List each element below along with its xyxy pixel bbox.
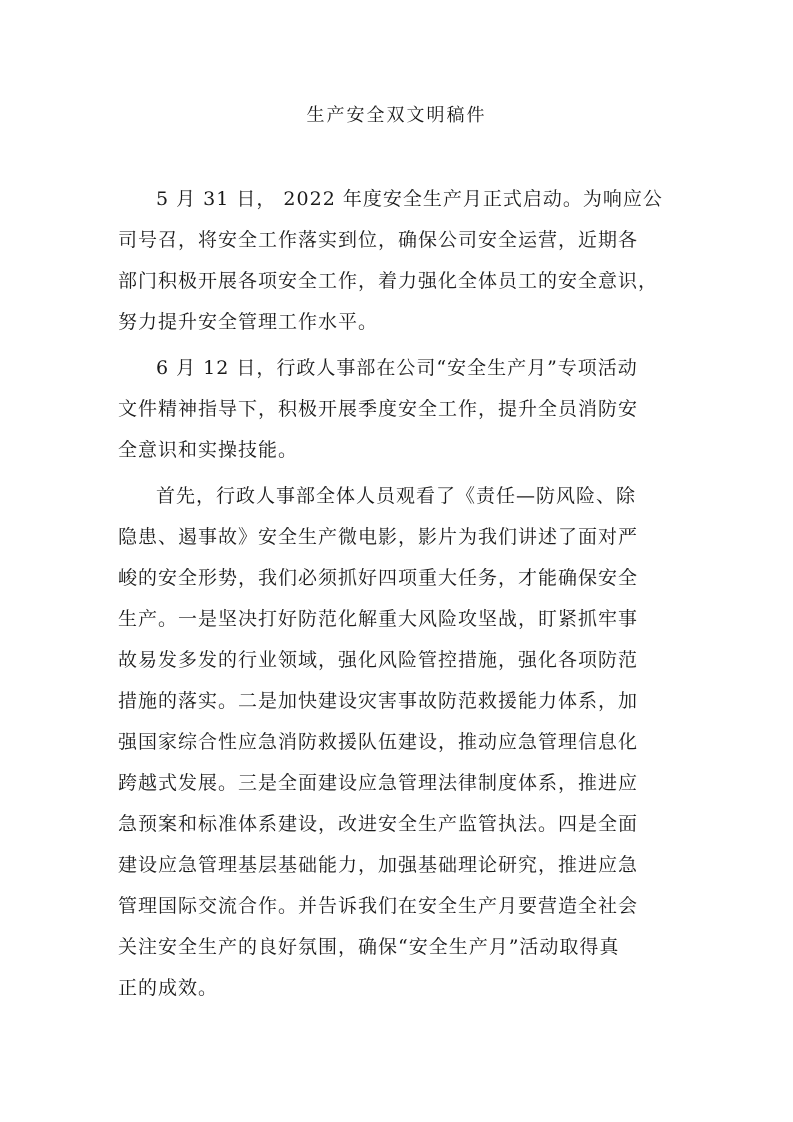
paragraph-3-line-5: 故易发多发的行业领域，强化风险管控措施，强化各项防范 <box>118 649 639 671</box>
paragraph-2-line-1: 6 月 12 日，行政人事部在公司“安全生产月”专项活动 <box>156 357 638 379</box>
paragraph-3-line-10: 建设应急管理基层基础能力，加强基础理论研究，推进应急 <box>118 854 639 876</box>
paragraph-3-line-2: 隐患、遏事故》安全生产微电影，影片为我们讲述了面对严 <box>118 526 639 548</box>
paragraph-3-line-6: 措施的落实。二是加快建设灾害事故防范救援能力体系，加 <box>118 690 639 712</box>
paragraph-1-line-4: 努力提升安全管理工作水平。 <box>118 311 379 333</box>
paragraph-2-line-3: 全意识和实操技能。 <box>118 439 299 461</box>
paragraph-3-line-3: 峻的安全形势，我们必须抓好四项重大任务，才能确保安全 <box>118 567 639 589</box>
paragraph-3-line-12: 关注安全生产的良好氛围，确保“安全生产月”活动取得真 <box>118 936 620 958</box>
paragraph-1-line-3: 部门积极开展各项安全工作，着力强化全体员工的安全意识， <box>118 270 659 292</box>
paragraph-3-line-9: 急预案和标准体系建设，改进安全生产监管执法。四是全面 <box>118 813 639 835</box>
paragraph-3-line-7: 强国家综合性应急消防救援队伍建设，推动应急管理信息化 <box>118 731 639 753</box>
paragraph-3-line-1: 首先，行政人事部全体人员观看了《责任—防风险、除 <box>156 485 637 507</box>
paragraph-3-line-8: 跨越式发展。三是全面建设应急管理法律制度体系，推进应 <box>118 772 639 794</box>
paragraph-2-line-2: 文件精神指导下，积极开展季度安全工作，提升全员消防安 <box>118 398 639 420</box>
paragraph-3-line-4: 生产。一是坚决打好防范化解重大风险攻坚战，盯紧抓牢事 <box>118 608 639 630</box>
paragraph-1-line-1: 5 月 31 日， 2022 年度安全生产月正式启动。为响应公 <box>156 188 663 210</box>
document-title: 生产安全双文明稿件 <box>306 105 487 126</box>
paragraph-1-line-2: 司号召，将安全工作落实到位，确保公司安全运营，近期各 <box>118 229 639 251</box>
paragraph-3-line-11: 管理国际交流合作。并告诉我们在安全生产月要营造全社会 <box>118 895 639 917</box>
paragraph-3-line-13: 正的成效。 <box>118 977 219 999</box>
